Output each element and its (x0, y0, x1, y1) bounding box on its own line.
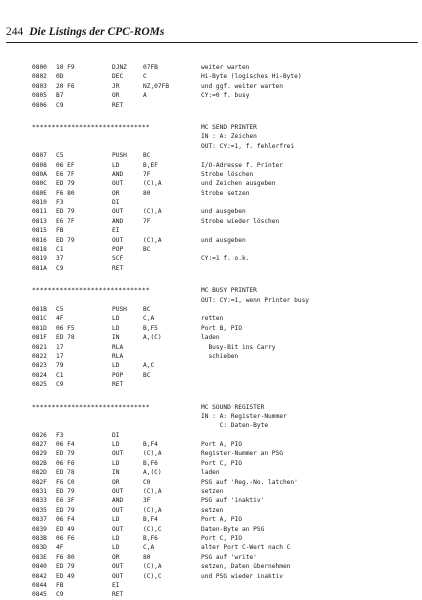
mnemonic: PUSH (112, 305, 127, 313)
opcode-bytes: ED 79 (56, 180, 75, 188)
address: 0840 (32, 563, 47, 571)
operand: (C),A (143, 563, 162, 571)
mnemonic: DI (112, 199, 120, 207)
comment: Strobe setzen (201, 189, 250, 197)
comment: und ausgeben (201, 208, 246, 216)
code-line (0, 515, 422, 524)
opcode-bytes: ED 78 (56, 334, 75, 342)
address: 0819 (32, 255, 47, 263)
code-line (0, 534, 422, 543)
address: 080E (32, 189, 47, 197)
separator-stars: ****************************** (32, 403, 150, 411)
mnemonic: RET (112, 264, 124, 272)
opcode-bytes: FB (56, 227, 64, 235)
address: 0807 (32, 152, 47, 160)
comment-line (0, 142, 422, 151)
address: 0833 (32, 497, 47, 505)
address: 083E (32, 553, 47, 561)
address: 080C (32, 180, 47, 188)
opcode-bytes: C9 (56, 381, 64, 389)
comment: IN : A: Register-Nummer (201, 412, 287, 420)
address: 0827 (32, 441, 47, 449)
comment: Hi-Byte (logisches Hi-Byte) (201, 73, 302, 81)
mnemonic: IN (112, 334, 120, 342)
comment: weiter warten (201, 64, 250, 71)
code-line (0, 468, 422, 477)
opcode-bytes: 20 F6 (56, 82, 75, 90)
mnemonic: LD (112, 315, 120, 323)
opcode-bytes: E6 3F (56, 497, 75, 505)
comment: MC BUSY PRINTER (201, 287, 257, 295)
opcode-bytes: ED 79 (56, 563, 75, 571)
address: 081B (32, 305, 47, 313)
mnemonic: OUT (112, 180, 124, 188)
mnemonic: LD (112, 544, 120, 552)
comment: setzen (201, 506, 224, 514)
code-line (0, 525, 422, 534)
operand: 7F (143, 217, 151, 225)
address: 082D (32, 469, 47, 477)
operand: (C),C (143, 525, 162, 533)
code-line (0, 361, 422, 370)
code-line (0, 487, 422, 496)
mnemonic: OUT (112, 208, 124, 216)
mnemonic: OUT (112, 236, 124, 244)
comment: IN : A: Zeichen (201, 133, 257, 141)
opcode-bytes: 06 F6 (56, 534, 75, 542)
code-line (0, 170, 422, 179)
mnemonic: OR (112, 92, 120, 100)
comment: setzen (201, 488, 224, 496)
comment-line (0, 412, 422, 421)
operand: (C),A (143, 450, 162, 458)
section-gap (0, 110, 422, 123)
operand: B,F5 (143, 324, 158, 332)
opcode-bytes: 17 (56, 343, 64, 351)
address: 081C (32, 315, 47, 323)
opcode-bytes: C9 (56, 101, 64, 109)
operand: A (143, 92, 147, 100)
opcode-bytes: F6 80 (56, 189, 75, 197)
opcode-bytes: ED 78 (56, 469, 75, 477)
comment: alter Port C-Wert nach C (201, 544, 291, 552)
section-heading-row (0, 286, 422, 295)
comment: laden (201, 334, 220, 342)
opcode-bytes: 06 F4 (56, 516, 75, 524)
section-gap (0, 273, 422, 286)
code-line (0, 151, 422, 160)
code-line (0, 590, 422, 599)
comment: und ggf. weiter warten (201, 82, 283, 90)
mnemonic: RET (112, 101, 124, 109)
operand: (C),A (143, 208, 162, 216)
address: 0811 (32, 208, 47, 216)
operand: A,C (143, 362, 155, 370)
page-title: Die Listings der CPC-ROMs (29, 26, 165, 38)
mnemonic: EI (112, 227, 120, 235)
address: 081F (32, 334, 47, 342)
code-line (0, 264, 422, 273)
code-line (0, 236, 422, 245)
mnemonic: OR (112, 189, 120, 197)
comment: retten (201, 315, 224, 323)
code-line (0, 581, 422, 590)
address: 0823 (32, 362, 47, 370)
operand: (C),A (143, 488, 162, 496)
operand: B,EF (143, 161, 158, 169)
code-line (0, 63, 422, 72)
mnemonic: OUT (112, 525, 124, 533)
operand: A,(C) (143, 334, 162, 342)
address: 0813 (32, 217, 47, 225)
mnemonic: LD (112, 534, 120, 542)
comment-line (0, 421, 422, 430)
opcode-bytes: 0D (56, 73, 64, 81)
separator-stars: ****************************** (32, 287, 150, 295)
opcode-bytes: F6 C0 (56, 478, 75, 486)
address: 0808 (32, 161, 47, 169)
comment: Strobe wieder löschen (201, 217, 280, 225)
comment: PSG auf 'inaktiv' (201, 497, 265, 505)
opcode-bytes: C9 (56, 591, 64, 599)
comment: Port C, PIO (201, 534, 242, 542)
code-line (0, 333, 422, 342)
code-line (0, 324, 422, 333)
opcode-bytes: 06 F4 (56, 441, 75, 449)
code-line (0, 101, 422, 110)
address: 0825 (32, 381, 47, 389)
operand: BC (143, 246, 151, 254)
address: 082B (32, 459, 47, 467)
address: 0806 (32, 101, 47, 109)
comment: Port A, PIO (201, 441, 242, 449)
code-line (0, 553, 422, 562)
mnemonic: DEC (112, 73, 124, 81)
opcode-bytes: ED 49 (56, 525, 75, 533)
address: 0837 (32, 516, 47, 524)
comment: MC SOUND REGISTER (201, 403, 265, 411)
address: 081D (32, 324, 47, 332)
address: 0839 (32, 525, 47, 533)
operand: 3F (143, 497, 151, 505)
operand: 7F (143, 170, 151, 178)
address: 0818 (32, 246, 47, 254)
address: 083B (32, 534, 47, 542)
mnemonic: LD (112, 362, 120, 370)
code-line (0, 562, 422, 571)
code-line (0, 254, 422, 263)
address: 0802 (32, 73, 47, 81)
mnemonic: OUT (112, 488, 124, 496)
code-line (0, 179, 422, 188)
opcode-bytes: E6 7F (56, 217, 75, 225)
comment: PSG auf 'Reg.-No. latchen' (201, 478, 298, 486)
opcode-bytes: ED 79 (56, 208, 75, 216)
address: 082F (32, 478, 47, 486)
mnemonic: AND (112, 170, 124, 178)
opcode-bytes: C1 (56, 246, 64, 254)
opcode-bytes: C9 (56, 264, 64, 272)
mnemonic: LD (112, 441, 120, 449)
code-line (0, 189, 422, 198)
opcode-bytes: 4F (56, 544, 64, 552)
address: 0816 (32, 236, 47, 244)
address: 0800 (32, 64, 47, 71)
address: 083D (32, 544, 47, 552)
mnemonic: JR (112, 82, 120, 90)
code-line (0, 72, 422, 81)
opcode-bytes: 4F (56, 315, 64, 323)
operand: (C),C (143, 572, 162, 580)
operand: C0 (143, 478, 151, 486)
operand: B,F4 (143, 441, 158, 449)
comment: OUT: CY:=1, wenn Printer busy (201, 296, 310, 304)
address: 0835 (32, 506, 47, 514)
mnemonic: RLA (112, 343, 124, 351)
code-line (0, 543, 422, 552)
opcode-bytes: 06 EF (56, 161, 75, 169)
code-line (0, 343, 422, 352)
comment: Port A, PIO (201, 516, 242, 524)
mnemonic: OR (112, 553, 120, 561)
code-line (0, 245, 422, 254)
operand: 07FB (143, 64, 158, 71)
mnemonic: SCF (112, 255, 124, 263)
comment: MC SEND PRINTER (201, 123, 257, 131)
operand: C,A (143, 315, 155, 323)
operand: C,A (143, 544, 155, 552)
opcode-bytes: ED 79 (56, 506, 75, 514)
opcode-bytes: E6 7F (56, 170, 75, 178)
address: 0842 (32, 572, 47, 580)
address: 0810 (32, 199, 47, 207)
opcode-bytes: C1 (56, 371, 64, 379)
code-line (0, 207, 422, 216)
mnemonic: POP (112, 246, 124, 254)
operand: BC (143, 152, 151, 160)
comment: CY:=1 f. o.k. (201, 255, 250, 263)
code-line (0, 217, 422, 226)
opcode-bytes: 17 (56, 352, 64, 360)
comment: und Zeichen ausgeben (201, 180, 276, 188)
mnemonic: EI (112, 581, 120, 589)
mnemonic: POP (112, 371, 124, 379)
address: 0805 (32, 92, 47, 100)
mnemonic: OUT (112, 450, 124, 458)
opcode-bytes: C5 (56, 152, 64, 160)
operand: C (143, 73, 147, 81)
operand: NZ,07FB (143, 82, 170, 90)
assembly-listing (0, 63, 422, 600)
address: 0821 (32, 343, 47, 351)
comment: C: Daten-Byte (201, 422, 269, 430)
code-line (0, 431, 422, 440)
mnemonic: LD (112, 324, 120, 332)
opcode-bytes: 06 F6 (56, 459, 75, 467)
mnemonic: OR (112, 478, 120, 486)
opcode-bytes: FB (56, 581, 64, 589)
operand: BC (143, 371, 151, 379)
operand: BC (143, 305, 151, 313)
operand: 80 (143, 553, 151, 561)
comment: setzen, Daten übernehmen (201, 563, 291, 571)
mnemonic: LD (112, 516, 120, 524)
opcode-bytes: 79 (56, 362, 64, 370)
operand: (C),A (143, 180, 162, 188)
mnemonic: RET (112, 591, 124, 599)
mnemonic: OUT (112, 563, 124, 571)
opcode-bytes: ED 79 (56, 450, 75, 458)
opcode-bytes: ED 79 (56, 488, 75, 496)
code-line (0, 161, 422, 170)
comment: PSG auf 'write' (201, 553, 257, 561)
code-line (0, 478, 422, 487)
section-heading-row (0, 123, 422, 132)
code-line (0, 82, 422, 91)
opcode-bytes: 10 F9 (56, 64, 75, 71)
address: 080A (32, 170, 47, 178)
opcode-bytes: F6 80 (56, 553, 75, 561)
code-line (0, 440, 422, 449)
mnemonic: OUT (112, 572, 124, 580)
address: 0845 (32, 591, 47, 599)
code-line (0, 198, 422, 207)
address: 0831 (32, 488, 47, 496)
opcode-bytes: ED 49 (56, 572, 75, 580)
operand: (C),A (143, 236, 162, 244)
address: 0826 (32, 431, 47, 439)
operand: A,(C) (143, 469, 162, 477)
comment-line (0, 296, 422, 305)
comment: und ausgeben (201, 236, 246, 244)
code-line (0, 506, 422, 515)
comment-line (0, 132, 422, 141)
comment: Strobe löschen (201, 170, 254, 178)
comment: Port C, PIO (201, 459, 242, 467)
opcode-bytes: B7 (56, 92, 64, 100)
mnemonic: OUT (112, 506, 124, 514)
code-line (0, 496, 422, 505)
code-line (0, 305, 422, 314)
mnemonic: AND (112, 497, 124, 505)
address: 0844 (32, 581, 47, 589)
address: 0822 (32, 352, 47, 360)
mnemonic: PUSH (112, 152, 127, 160)
section-heading-row (0, 403, 422, 412)
mnemonic: RLA (112, 352, 124, 360)
operand: B,F6 (143, 534, 158, 542)
mnemonic: IN (112, 469, 120, 477)
address: 0815 (32, 227, 47, 235)
page-header (6, 26, 164, 38)
comment: und PSG wieder inaktiv (201, 572, 283, 580)
code-line (0, 459, 422, 468)
code-line (0, 314, 422, 323)
code-line (0, 449, 422, 458)
header-rule (6, 42, 418, 43)
mnemonic: LD (112, 161, 120, 169)
operand: 80 (143, 189, 151, 197)
mnemonic: DJNZ (112, 64, 127, 71)
comment: Port B, PIO (201, 324, 242, 332)
page-number: 244 (6, 26, 24, 38)
mnemonic: LD (112, 459, 120, 467)
code-line (0, 91, 422, 100)
code-line (0, 371, 422, 380)
opcode-bytes: F3 (56, 199, 64, 207)
mnemonic: AND (112, 217, 124, 225)
address: 0829 (32, 450, 47, 458)
operand: B,F4 (143, 516, 158, 524)
opcode-bytes: C5 (56, 305, 64, 313)
comment: Busy-Bit ins Carry (201, 343, 276, 351)
opcode-bytes: 06 F5 (56, 324, 75, 332)
mnemonic: RET (112, 381, 124, 389)
operand: (C),A (143, 506, 162, 514)
address: 081A (32, 264, 47, 272)
address: 0824 (32, 371, 47, 379)
code-line (0, 226, 422, 235)
comment: Register-Nummer an PSG (201, 450, 283, 458)
comment: I/O-Adresse f. Printer (201, 161, 283, 169)
opcode-bytes: F3 (56, 431, 64, 439)
comment: schieben (201, 352, 239, 360)
mnemonic: DI (112, 431, 120, 439)
separator-stars: ****************************** (32, 123, 150, 131)
code-line (0, 380, 422, 389)
operand: B,F6 (143, 459, 158, 467)
comment: CY:=0 f. busy (201, 92, 250, 100)
comment: Daten-Byte an PSG (201, 525, 265, 533)
code-line (0, 572, 422, 581)
opcode-bytes: ED 79 (56, 236, 75, 244)
comment: laden (201, 469, 220, 477)
code-line (0, 352, 422, 361)
section-gap (0, 390, 422, 403)
comment: OUT: CY:=1, f. fehlerfrei (201, 142, 295, 150)
opcode-bytes: 37 (56, 255, 64, 263)
address: 0803 (32, 82, 47, 90)
